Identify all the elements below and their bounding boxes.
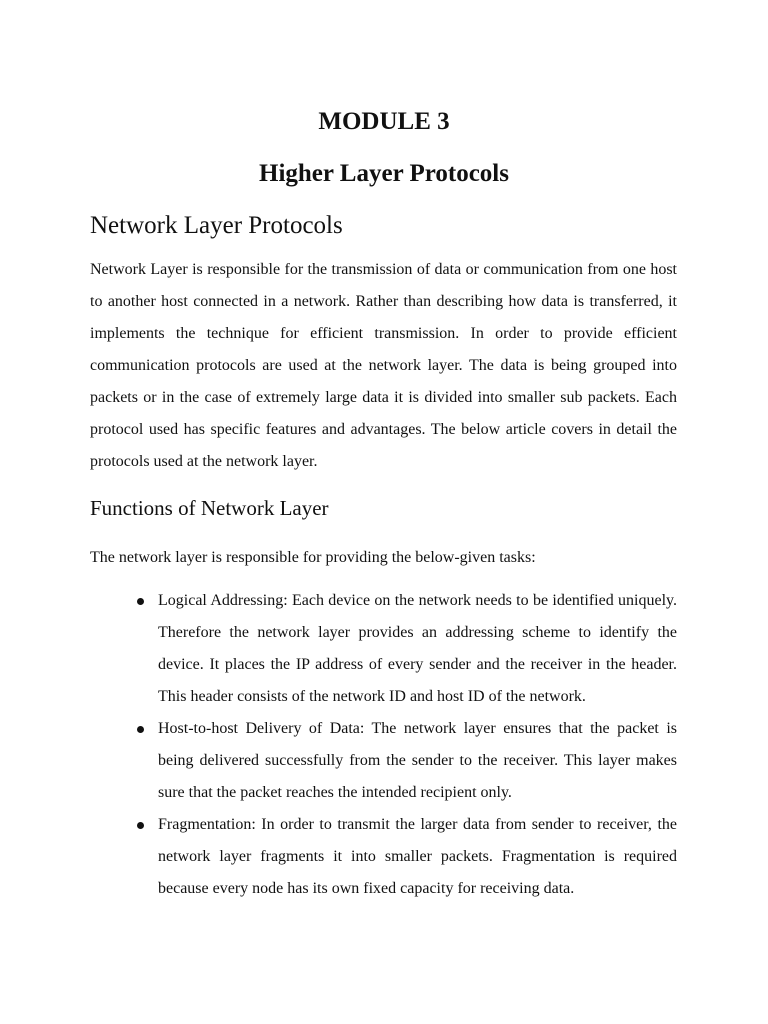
bullet-icon xyxy=(137,598,144,605)
intro-paragraph: Network Layer is responsible for the transmission of data or communication from one host to another host connected in a network. Rather than describing how data is transferred, it implements the technique for efficient transmission. In order to provide efficient communication protocols are used at the network layer. The data is being grouped into packets or in the case of extremely large data it is divided into smaller sub packets. Each protocol used has specific features and advantages. The below article covers in detail the protocols used at the network layer. xyxy=(90,261,677,470)
functions-bullet-list xyxy=(158,585,677,905)
module-title: MODULE 3 xyxy=(318,108,450,135)
list-item xyxy=(158,809,677,905)
bullet-icon xyxy=(137,726,144,733)
list-item-text: Host-to-host Delivery of Data: The network layer ensures that the packet is being delivered successfully from the sender to the receiver. This layer makes sure that the packet reaches the intended recipient only. xyxy=(158,720,677,801)
document-title: Higher Layer Protocols xyxy=(259,160,509,187)
list-item xyxy=(158,585,677,713)
list-item xyxy=(158,713,677,809)
list-item-text: Fragmentation: In order to transmit the larger data from sender to receiver, the network layer fragments it into smaller packets. Fragmentation is required because every node has its own fixed capacity for receiving data. xyxy=(158,816,677,897)
section-heading-network-layer-protocols: Network Layer Protocols xyxy=(90,212,343,239)
list-item-text: Logical Addressing: Each device on the network needs to be identified uniquely. Therefore the network layer provides an addressing scheme to identify the device. It places the IP address of every sender and the receiver in the header. This header consists of the network ID and host ID of the network. xyxy=(158,592,677,705)
bullet-icon xyxy=(137,822,144,829)
section-heading-functions: Functions of Network Layer xyxy=(90,496,329,520)
functions-lead-paragraph: The network layer is responsible for providing the below-given tasks: xyxy=(90,549,536,566)
